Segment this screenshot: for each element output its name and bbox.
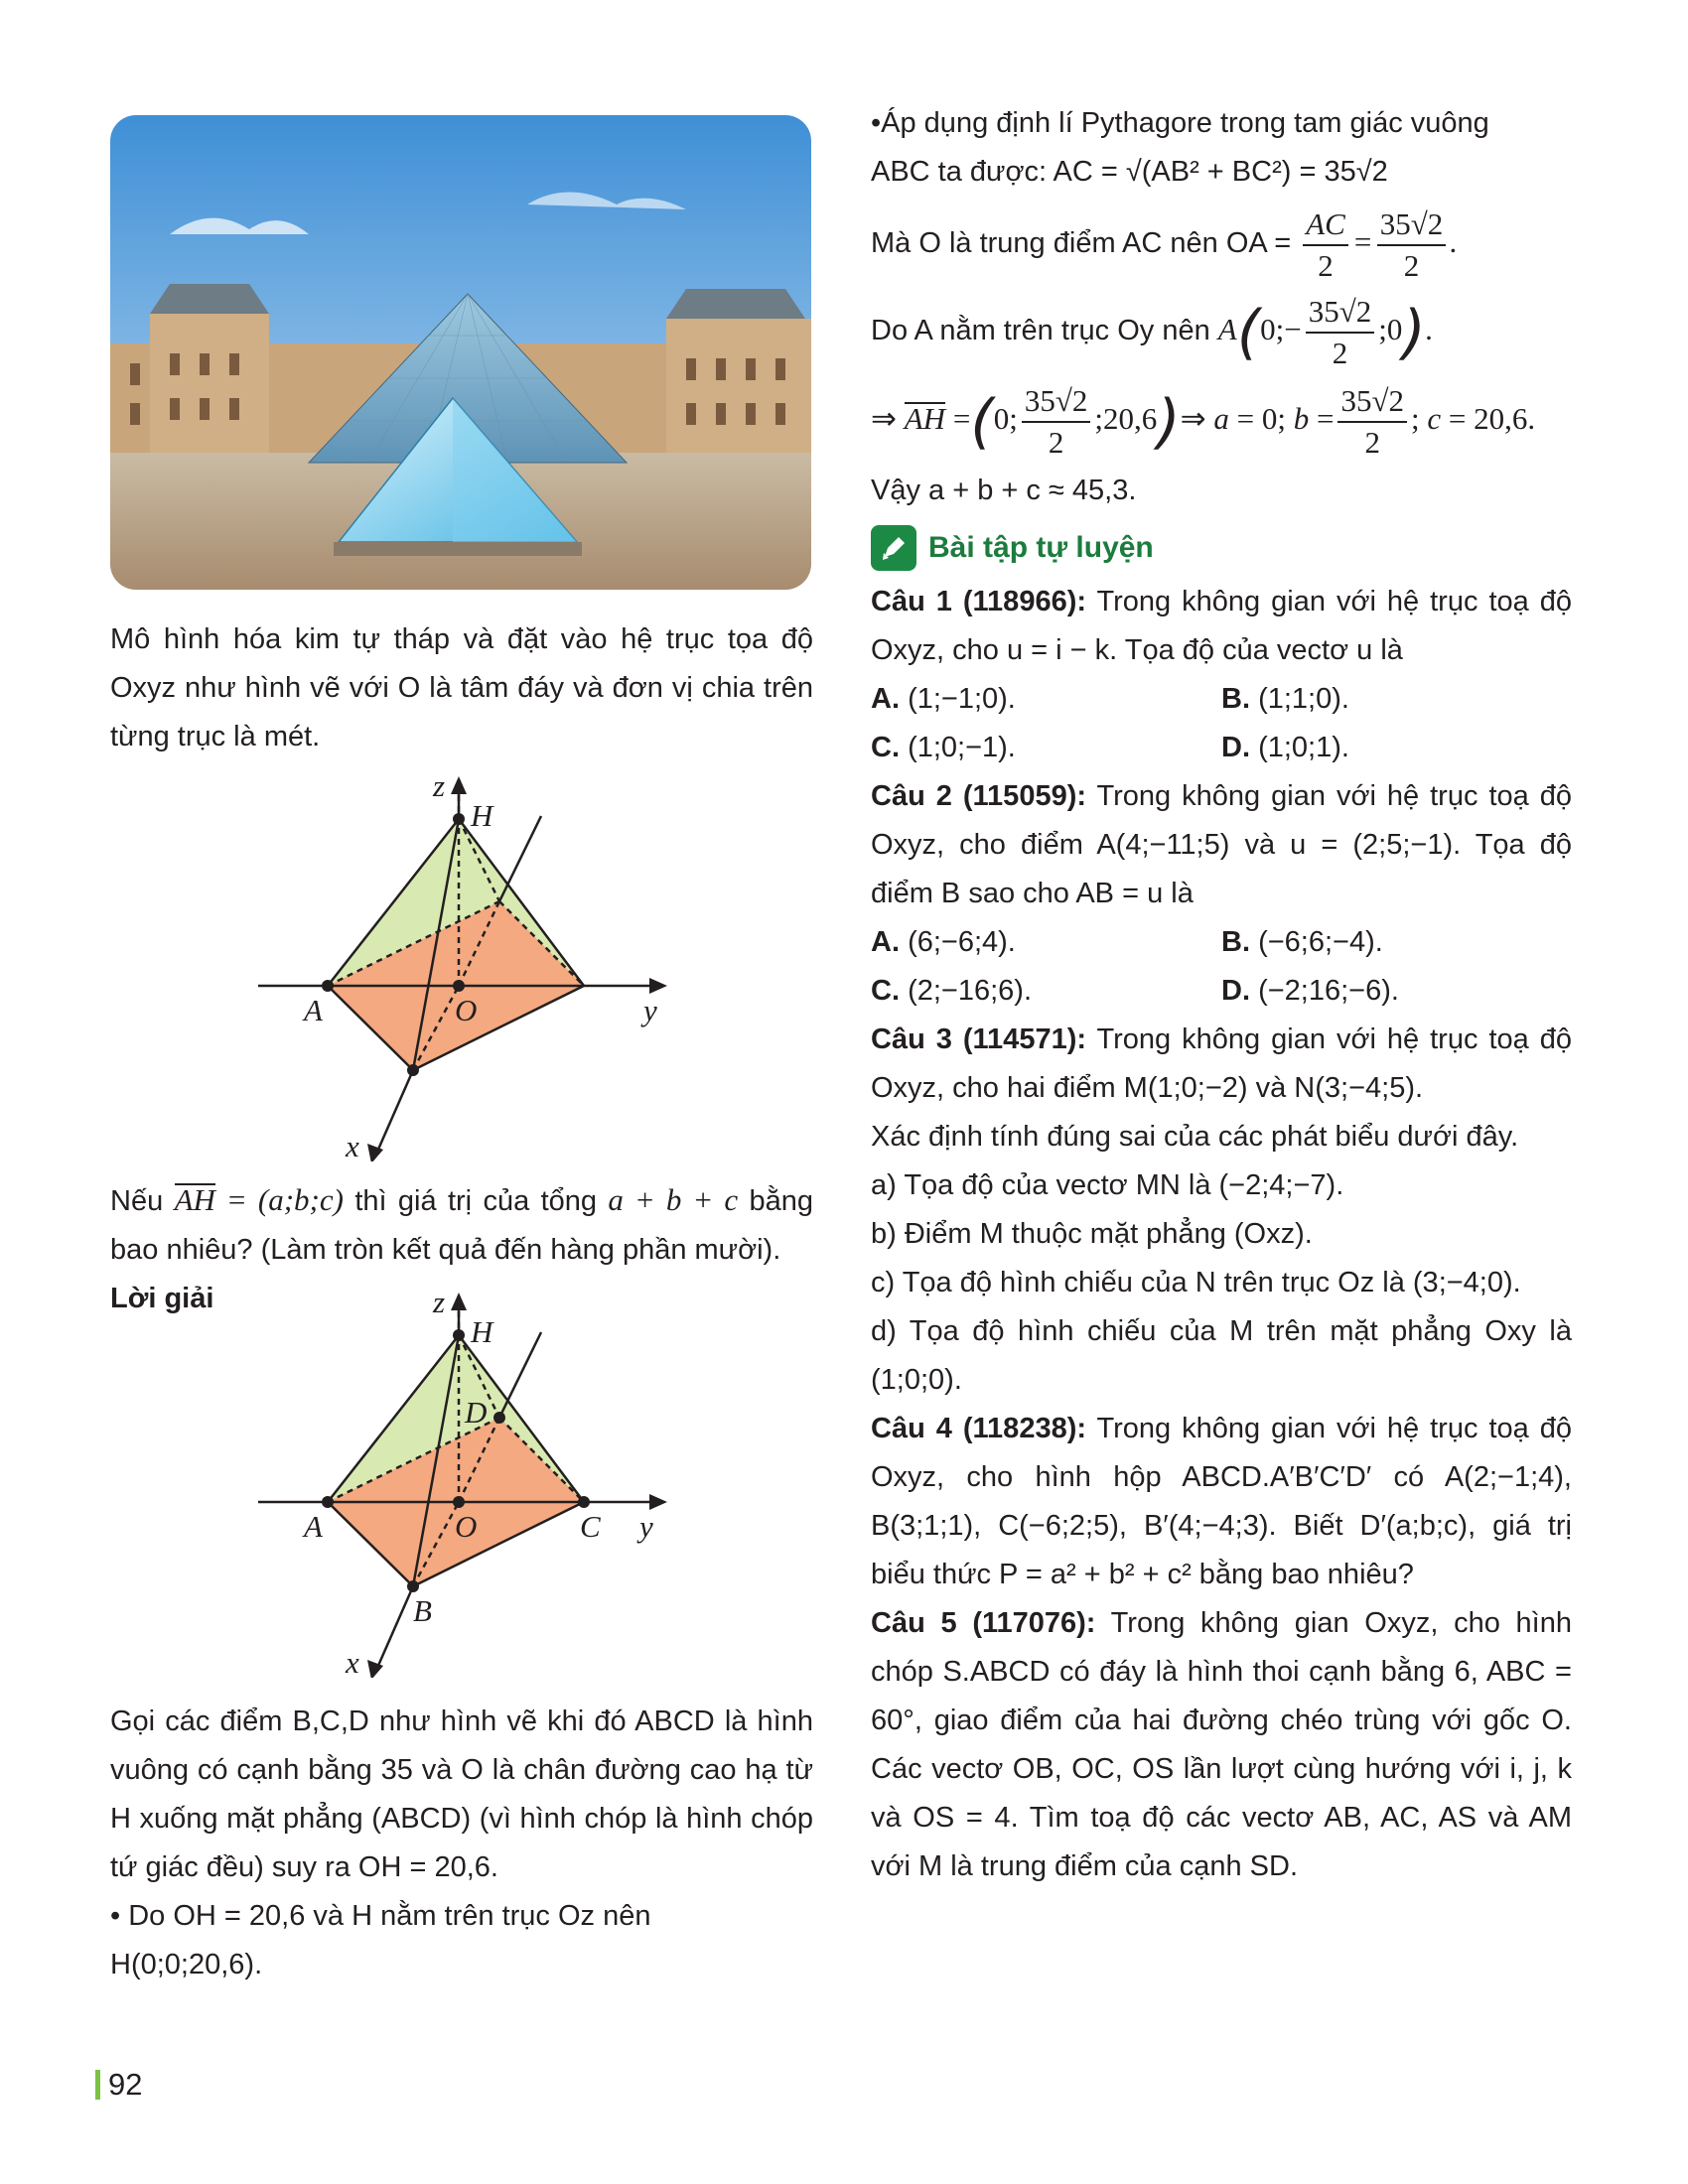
question-paragraph: Nếu AH = (a;b;c) thì giá trị của tổng a + b + c bằng bao nhiêu? (Làm tròn kết quả đến hàng phần mười).: [110, 1182, 814, 1266]
question-text-b: thì giá trị của tổng: [354, 1185, 598, 1217]
intro-paragraph: Mô hình hóa kim tự tháp và đặt vào hệ trục tọa độ Oxyz như hình vẽ với O là tâm đáy và đơn vị chia trên từng trục là mét.: [110, 623, 813, 752]
fig2-label-x: x: [346, 1645, 359, 1678]
q1-option-d: (1;0;1).: [1258, 732, 1349, 763]
q2-options-row-1: A. (6;−6;4). B. (−6;6;−4).: [871, 926, 1383, 958]
q1: [871, 578, 1572, 675]
q5-head: Câu 5 (117076):: [871, 1607, 1096, 1639]
fig2-label-b: B: [413, 1593, 432, 1628]
fig1-label-a: A: [304, 993, 323, 1027]
fig2-label-y: y: [639, 1509, 653, 1544]
ah-vector-line: ⇒ AH =(0; $\frac{35√2}{2}$ ;20,6)⇒ a = 0; b = $\frac{35√2}{2}$ ; c = 20,6.: [871, 383, 1536, 460]
q4-head: Câu 4 (118238):: [871, 1413, 1087, 1444]
question-text-c: bằng bao nhiêu? (Làm tròn kết quả đến hàng phần mười).: [110, 1185, 814, 1266]
section-heading: [871, 523, 1572, 572]
q3-a: a) Tọa độ của vectơ MN là (−2;4;−7).: [871, 1169, 1344, 1201]
q1-option-a: (1;−1;0).: [908, 683, 1016, 715]
a-coord-line: Do A nằm trên trục Oy nên A(0;− $\frac{35√2}{2}$ ;0).: [871, 294, 1434, 370]
fig1-label-y: y: [643, 993, 657, 1027]
solution-paragraph-2-result: H(0;0;20,6).: [110, 1949, 263, 1980]
q2-option-d: (−2;16;−6).: [1258, 975, 1399, 1007]
solution-heading: Lời giải: [110, 1283, 214, 1314]
fig2-label-h: H: [471, 1314, 493, 1349]
q3: [871, 1016, 1572, 1113]
louvre-pyramid-photo: [110, 115, 811, 590]
fig1-label-h: H: [471, 798, 493, 833]
pyramid-axes-figure-1: [238, 774, 695, 1161]
fig2-label-d: D: [465, 1395, 488, 1430]
q1-head: Câu 1 (118966):: [871, 586, 1087, 617]
fig2-label-c: C: [580, 1509, 601, 1544]
q1-options-row-1: A. (1;−1;0). B. (1;1;0).: [871, 683, 1349, 715]
solution-paragraph-2: • Do OH = 20,6 và H nằm trên trục Oz nên: [110, 1900, 651, 1932]
oa-line: Mà O là trung điểm AC nên OA = $\frac{AC}{2}$ = $\frac{35√2}{2}$ .: [871, 206, 1459, 283]
q1-option-b: (1;1;0).: [1258, 683, 1349, 715]
q4: [871, 1405, 1572, 1599]
q2-options-row-2: C. (2;−16;6). D. (−2;16;−6).: [871, 975, 1399, 1007]
a-coord-text: Do A nằm trên trục Oy nên: [871, 315, 1210, 347]
fig1-label-z: z: [433, 774, 446, 803]
fig2-label-o: O: [455, 1509, 478, 1544]
pyramid-axes-figure-2: [238, 1291, 695, 1678]
fig1-label-o: O: [455, 993, 478, 1027]
q2-option-c: (2;−16;6).: [908, 975, 1032, 1007]
page-number-text: 92: [108, 2067, 143, 2102]
q2-option-b: (−6;6;−4).: [1258, 926, 1383, 958]
question-text-a: Nếu: [110, 1185, 164, 1217]
q4-text: Trong không gian với hệ trục toạ độ Oxyz, cho hình hộp ABCD.A′B′C′D′ có A(2;−1;4), B(3;1;1), C(−6;2;5), B′(4;−4;3). Biết D′(a;b;c), giá trị biểu thức P = a² + b² + c² bằng bao nhiêu?: [871, 1413, 1572, 1590]
q2-option-a: (6;−6;4).: [908, 926, 1016, 958]
pen-icon: [871, 525, 916, 571]
q3-d: d) Tọa độ hình chiếu của M trên mặt phẳng Oxy là (1;0;0).: [871, 1315, 1572, 1396]
q5-text: Trong không gian Oxyz, cho hình chóp S.ABCD có đáy là hình thoi cạnh bằng 6, ABC = 60°, giao điểm của hai đường chéo trùng với gốc O. Các vectơ OB, OC, OS lần lượt cùng hướng với i, j, k và OS = 4. Tìm toạ độ các vectơ AB, AC, AS và AM với M là trung điểm của cạnh SD.: [871, 1607, 1573, 1882]
section-title: Bài tập tự luyện: [928, 531, 1154, 564]
oa-text: Mà O là trung điểm AC nên OA =: [871, 227, 1292, 260]
q3-c: c) Tọa độ hình chiếu của N trên trục Oz là (3;−4;0).: [871, 1267, 1521, 1298]
sum-result-line: Vậy a + b + c ≈ 45,3.: [871, 475, 1137, 506]
solution-paragraph-1: Gọi các điểm B,C,D như hình vẽ khi đó ABCD là hình vuông có cạnh bằng 35 và O là chân đường cao hạ từ H xuống mặt phẳng (ABCD) (vì hình chóp là hình chóp tứ giác đều) suy ra OH = 20,6.: [110, 1706, 813, 1883]
q1-options-row-2: C. (1;0;−1). D. (1;0;1).: [871, 732, 1349, 763]
q3-head: Câu 3 (114571):: [871, 1024, 1087, 1055]
q5: [871, 1599, 1572, 1891]
fig2-label-z: z: [433, 1291, 446, 1319]
fig2-label-a: A: [304, 1509, 323, 1544]
ac-line: ABC ta được: AC = √(AB² + BC²) = 35√2: [871, 156, 1388, 188]
q3-text: Trong không gian với hệ trục toạ độ Oxyz, cho hai điểm M(1;0;−2) và N(3;−4;5).: [871, 1024, 1572, 1104]
q2: [871, 772, 1572, 918]
q1-option-c: (1;0;−1).: [908, 732, 1016, 763]
pythagore-line: •Áp dụng định lí Pythagore trong tam giác vuông: [871, 107, 1489, 139]
q2-head: Câu 2 (115059):: [871, 780, 1087, 812]
page-number: [95, 2067, 142, 2103]
page-number-bar: [95, 2070, 100, 2100]
q3-sub: Xác định tính đúng sai của các phát biểu dưới đây.: [871, 1121, 1519, 1153]
q2-text: Trong không gian với hệ trục toạ độ Oxyz, cho điểm A(4;−11;5) và u = (2;5;−1). Tọa độ điểm B sao cho AB = u là: [871, 780, 1572, 909]
q1-text: Trong không gian với hệ trục toạ độ Oxyz, cho u = i − k. Tọa độ của vectơ u là: [871, 586, 1572, 666]
q3-b: b) Điểm M thuộc mặt phẳng (Oxz).: [871, 1218, 1313, 1250]
fig1-label-x: x: [346, 1129, 359, 1161]
